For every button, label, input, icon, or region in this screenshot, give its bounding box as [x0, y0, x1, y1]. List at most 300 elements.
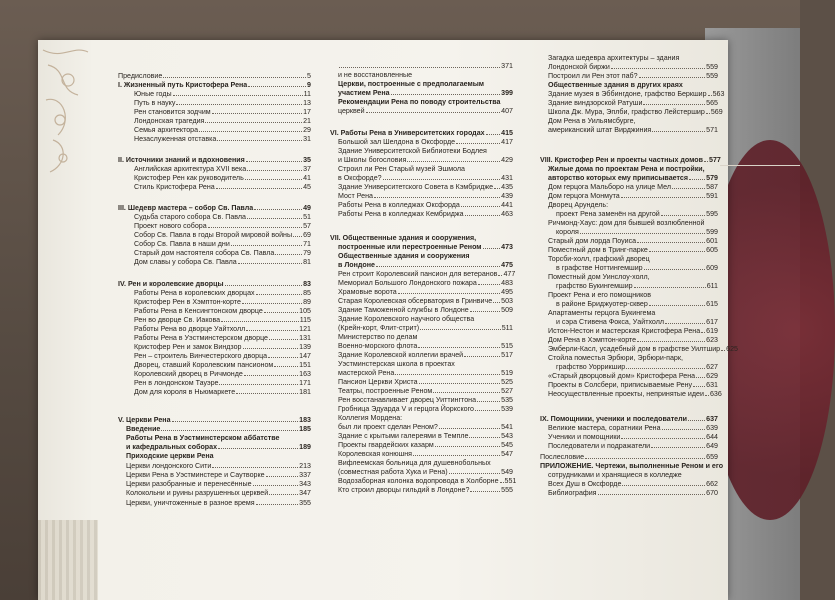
- toc-page-number: 105: [299, 307, 311, 315]
- toc-entry-title: Проект нового собора: [134, 222, 207, 230]
- toc-entry-title: Рен во дворце Св. Иакова: [134, 316, 221, 324]
- toc-page-number: 549: [501, 468, 513, 476]
- toc-entry: [134, 325, 311, 334]
- toc-entry-title: короля: [556, 228, 579, 236]
- toc-entry: [338, 306, 513, 315]
- toc-entry-title: Собор Св. Павла в годы Второй мировой войны: [134, 231, 293, 239]
- toc-page-number: 595: [706, 210, 718, 218]
- toc-entry-title: Последователи и подражатели: [548, 442, 651, 450]
- toc-page-number: 625: [726, 345, 738, 353]
- dot-leader: [216, 188, 302, 189]
- dot-leader: [245, 179, 302, 180]
- toc-page-number: 601: [706, 237, 718, 245]
- toc-entry: [548, 54, 718, 63]
- toc-entry: [338, 387, 513, 396]
- toc-entry: [548, 372, 718, 381]
- dot-leader: [701, 332, 705, 333]
- dot-leader: [662, 429, 706, 430]
- toc-entry: [134, 258, 311, 267]
- toc-entry-title: III. Шедевр мастера – собор Св. Павла: [118, 204, 254, 212]
- toc-entry: [134, 90, 311, 99]
- toc-page-number: 517: [501, 351, 513, 359]
- toc-entry: [338, 62, 513, 71]
- dot-leader: [580, 233, 705, 234]
- toc-entry: [548, 63, 718, 72]
- toc-entry-title: Военно-морского флота: [338, 342, 418, 350]
- toc-entry-title: Дом славы у собора Св. Павла: [134, 258, 237, 266]
- toc-entry-title: Работы Рена в колледжах Кембриджа: [338, 210, 464, 218]
- dot-leader: [693, 386, 705, 387]
- toc-entry-title: Большой зал Шелдона в Оксфорде: [338, 138, 456, 146]
- toc-entry-title: Стойла поместья Эрбюри, Эрбюри-парк,: [548, 354, 683, 362]
- dot-leader: [212, 113, 302, 114]
- toc-page-number: 17: [303, 108, 311, 116]
- toc-entry-title: Дом герцога Монмута: [548, 192, 620, 200]
- toc-page-number: 13: [303, 99, 311, 107]
- toc-entry: [134, 165, 311, 174]
- toc-entry-title: графство Уоррикшир: [556, 363, 626, 371]
- toc-entry-title: Старая Королевская обсерватория в Гринвиче: [338, 297, 493, 305]
- toc-entry: [556, 318, 718, 327]
- toc-page-number: 495: [501, 288, 513, 296]
- toc-entry: [548, 381, 718, 390]
- toc-entry: [330, 129, 513, 138]
- toc-entry-title: в графстве Ноттингемшир: [556, 264, 643, 272]
- dot-leader: [274, 366, 298, 367]
- toc-entry: [118, 416, 311, 425]
- toc-page-number: 121: [299, 325, 311, 333]
- toc-page-number: 577: [709, 156, 721, 164]
- toc-page-number: 81: [303, 258, 311, 266]
- toc-entry-title: ПРИЛОЖЕНИЕ. Чертежи, выполненные Реном и его: [540, 462, 724, 470]
- toc-entry-title: VII. Общественные здания и сооружения,: [330, 234, 477, 242]
- toc-entry-title: Кто строил дворцы гильдий в Лондоне?: [338, 486, 470, 494]
- toc-entry: [126, 489, 311, 498]
- toc-page-number: 431: [501, 174, 513, 182]
- toc-entry-title: Здание с крытыми галереями в Темпле: [338, 432, 469, 440]
- dot-leader: [637, 242, 705, 243]
- toc-page-number: 649: [706, 442, 718, 450]
- dot-leader: [478, 284, 500, 285]
- toc-entry: [126, 425, 311, 434]
- toc-page-number: 407: [501, 107, 513, 115]
- dot-leader: [464, 356, 500, 357]
- dot-leader: [435, 446, 500, 447]
- dot-leader: [254, 209, 302, 210]
- toc-page-number: 85: [303, 289, 311, 297]
- toc-entry: [548, 433, 718, 442]
- toc-page-number: 629: [706, 372, 718, 380]
- toc-page-number: 615: [706, 300, 718, 308]
- dot-leader: [243, 348, 299, 349]
- dot-leader: [275, 254, 302, 255]
- dot-leader: [649, 305, 705, 306]
- dot-leader: [236, 393, 298, 394]
- toc-entry-title: Приходские церкви Рена: [126, 452, 214, 460]
- toc-entry: [548, 117, 718, 126]
- toc-entry: [548, 327, 718, 336]
- toc-entry: [134, 379, 311, 388]
- toc-entry: [134, 117, 311, 126]
- dot-leader: [173, 95, 303, 96]
- toc-entry: [134, 183, 311, 192]
- toc-entry: [556, 264, 718, 273]
- toc-page-number: 563: [712, 90, 725, 98]
- dot-leader: [242, 303, 302, 304]
- toc-entry-title: Работы Рена в колледжах Оксфорда: [338, 201, 460, 209]
- toc-entry: [338, 342, 513, 351]
- toc-entry: [548, 108, 723, 117]
- toc-entry: [134, 213, 311, 222]
- toc-entry-title: Дворец Арундель:: [548, 201, 609, 209]
- toc-entry: [556, 363, 718, 372]
- toc-entry-title: Коллегия Мордена:: [338, 414, 403, 422]
- toc-entry-title: Школа Дж. Мура, Эплби, графство Лейстершир: [548, 108, 705, 116]
- toc-entry: [548, 471, 718, 480]
- toc-entry-title: Ричмонд-Хаус: дом для бывшей возлюбленной: [548, 219, 705, 227]
- toc-page-number: 543: [501, 432, 513, 440]
- dot-leader: [621, 197, 705, 198]
- toc-page-number: 631: [706, 381, 718, 389]
- toc-entry-title: Общественные здания и сооружения: [338, 252, 470, 260]
- dot-leader: [706, 113, 710, 114]
- toc-entry: [338, 297, 513, 306]
- toc-page-number: 399: [501, 89, 513, 97]
- toc-entry: [338, 459, 513, 468]
- toc-entry-title: Старый дом настоятеля собора Св. Павла: [134, 249, 275, 257]
- toc-entry: [548, 246, 718, 255]
- toc-page-number: 639: [706, 424, 718, 432]
- dot-leader: [639, 77, 706, 78]
- toc-entry: [338, 486, 513, 495]
- toc-page-number: 343: [299, 480, 311, 488]
- toc-entry: [548, 480, 718, 489]
- toc-entry-title: Здание Университетской Библиотеки Бодлея: [338, 147, 487, 155]
- toc-entry-title: Рен восстанавливает дворец Уиттингтона: [338, 396, 477, 404]
- dot-leader: [500, 482, 504, 483]
- dot-leader: [266, 476, 299, 477]
- toc-entry-title: Водозаборная колонка водопровода в Холборне: [338, 477, 499, 485]
- toc-page-number: 611: [706, 282, 718, 290]
- dot-leader: [221, 321, 299, 322]
- dot-leader: [705, 395, 709, 396]
- toc-entry-title: Дом Рена в Уильямсбурге,: [548, 117, 636, 125]
- toc-page-number: 41: [303, 174, 311, 182]
- toc-entry: [118, 156, 311, 165]
- toc-page-number: 555: [501, 486, 513, 494]
- toc-entry: [548, 237, 718, 246]
- toc-entry-title: Министерство по делам: [338, 333, 418, 341]
- toc-entry: [548, 442, 718, 451]
- toc-entry-title: Неосуществленные проекты, непринятые идеи: [548, 390, 704, 398]
- toc-entry-title: Лондонской биржи: [548, 63, 610, 71]
- toc-entry-title: и кафедральных соборах: [126, 443, 218, 451]
- toc-page-number: 415: [501, 129, 513, 137]
- toc-page-number: 37: [303, 165, 311, 173]
- toc-page-number: 171: [299, 379, 311, 387]
- toc-page-number: 163: [299, 370, 311, 378]
- toc-page-number: 527: [501, 387, 513, 395]
- toc-entry: [338, 279, 513, 288]
- page-edge-pattern: [38, 520, 98, 600]
- toc-page-number: 623: [706, 336, 718, 344]
- toc-entry: [338, 378, 513, 387]
- toc-entry-title: Проекты гвардейских казарм: [338, 441, 434, 449]
- toc-entry-title: Всех Душ в Оксфорде: [548, 480, 622, 488]
- toc-entry: [338, 423, 513, 432]
- toc-entry: [134, 370, 311, 379]
- toc-page-number: 31: [303, 135, 311, 143]
- toc-entry: [338, 324, 513, 333]
- toc-entry: [540, 156, 721, 165]
- toc-entry-title: Работы Рена в Уэстминстерском аббатстве: [126, 434, 280, 442]
- toc-page-number: 644: [706, 433, 718, 441]
- toc-entry: [126, 462, 311, 471]
- toc-page-number: 609: [706, 264, 718, 272]
- toc-entry: [548, 273, 718, 282]
- toc-page-number: 337: [299, 471, 311, 479]
- toc-page-number: 636: [709, 390, 722, 398]
- toc-page-number: 475: [501, 261, 513, 269]
- toc-entry: [548, 183, 718, 192]
- dot-leader: [498, 275, 502, 276]
- toc-entry: [134, 174, 311, 183]
- toc-entry-title: Дом Рена в Хэмптон-корте: [548, 336, 637, 344]
- toc-page-number: 79: [303, 249, 311, 257]
- toc-entry-title: Рен строит Королевский пансион для ветеранов: [338, 270, 498, 278]
- toc-page-number: 571: [706, 126, 718, 134]
- toc-page-number: 627: [706, 363, 718, 371]
- toc-entry: [338, 396, 513, 405]
- dot-leader: [433, 392, 500, 393]
- dot-leader: [217, 140, 302, 141]
- toc-entry-title: авторство которых ему приписывается: [548, 174, 688, 182]
- toc-entry-title: Гробница Эдуарда V и герцога Йоркского: [338, 405, 474, 413]
- toc-entry: [338, 138, 513, 147]
- dot-leader: [391, 94, 501, 95]
- toc-entry-title: Колокольни и руины разрушенных церквей: [126, 489, 269, 497]
- dot-leader: [465, 215, 501, 216]
- dot-leader: [708, 95, 712, 96]
- dot-leader: [225, 285, 303, 286]
- dot-leader: [689, 179, 705, 180]
- toc-entry: [126, 471, 311, 480]
- toc-entry: [134, 289, 311, 298]
- toc-entry: [548, 291, 718, 300]
- toc-entry: [134, 361, 311, 370]
- toc-entry: [338, 288, 513, 297]
- toc-entry: [548, 489, 718, 498]
- toc-entry: [338, 174, 513, 183]
- dot-leader: [219, 384, 298, 385]
- dot-leader: [651, 447, 705, 448]
- dot-leader: [585, 458, 705, 459]
- toc-entry-title: Дом для короля в Ньюмаркете: [134, 388, 236, 396]
- toc-entry-title: Введение: [126, 425, 161, 433]
- dot-leader: [246, 330, 298, 331]
- floral-ornament-icon: [38, 40, 98, 180]
- toc-page-number: 637: [706, 415, 718, 423]
- toc-entry: [540, 453, 718, 462]
- toc-page-number: 473: [501, 243, 513, 251]
- toc-entry: [548, 219, 718, 228]
- toc-entry-title: IX. Помощники, ученики и последователи: [540, 415, 687, 423]
- toc-page-number: 545: [501, 441, 513, 449]
- toc-page-number: 659: [706, 453, 718, 461]
- toc-entry-title: Старый дом лорда Поуиса: [548, 237, 637, 245]
- toc-page-number: 11: [303, 90, 311, 98]
- toc-entry: [338, 252, 513, 261]
- dot-leader: [696, 377, 705, 378]
- toc-entry: [338, 450, 513, 459]
- toc-entry: [338, 270, 516, 279]
- dot-leader: [643, 104, 705, 105]
- dot-leader: [231, 245, 302, 246]
- toc-entry-title: Библиография: [548, 489, 597, 497]
- toc-entry: [118, 204, 311, 213]
- toc-page-number: 45: [303, 183, 311, 191]
- toc-entry-title: Работы Рена в Уэстминстерском дворце: [134, 334, 269, 342]
- toc-entry-title: и Школы богословия: [338, 156, 407, 164]
- toc-entry-title: Семья архитектора: [134, 126, 199, 134]
- dot-leader: [293, 236, 302, 237]
- toc-entry-title: Рен – строитель Винчестерского дворца: [134, 352, 268, 360]
- toc-entry: [134, 126, 311, 135]
- toc-entry: [556, 228, 718, 237]
- dot-leader: [439, 428, 500, 429]
- toc-page-number: 131: [299, 334, 311, 342]
- toc-entry: [134, 307, 311, 316]
- toc-entry: [338, 468, 513, 477]
- toc-entry-title: Королевская конюшня: [338, 450, 412, 458]
- toc-entry-title: церквей: [338, 107, 365, 115]
- toc-entry: [556, 282, 718, 291]
- dot-leader: [264, 312, 298, 313]
- dot-leader: [383, 179, 501, 180]
- toc-entry: [338, 369, 513, 378]
- toc-page-number: 662: [706, 480, 718, 488]
- toc-entry-title: I. Жизненный путь Кристофера Рена: [118, 81, 248, 89]
- toc-page-number: 181: [299, 388, 311, 396]
- toc-page-number: 539: [501, 405, 513, 413]
- toc-entry: [338, 156, 513, 165]
- toc-entry: [338, 405, 513, 414]
- toc-entry: [126, 480, 311, 489]
- toc-entry-title: Поместный дом в Тринг-парке: [548, 246, 648, 254]
- toc-page-number: 515: [501, 342, 513, 350]
- toc-entry: [548, 255, 718, 264]
- toc-entry: [134, 240, 311, 249]
- toc-entry: [548, 90, 725, 99]
- toc-entry: [548, 201, 718, 210]
- toc-entry: [548, 99, 718, 108]
- toc-entry-title: Уэстминстерская школа в проектах: [338, 360, 455, 368]
- dot-leader: [395, 374, 500, 375]
- toc-entry-title: Построил ли Рен этот паб?: [548, 72, 638, 80]
- dot-leader: [704, 161, 708, 162]
- toc-page-number: 213: [299, 462, 311, 470]
- toc-entry-title: Стиль Кристофера Рена: [134, 183, 215, 191]
- dot-leader: [598, 494, 706, 495]
- toc-page-number: 670: [706, 489, 718, 497]
- toc-entry-title: IV. Рен и королевские дворцы: [118, 280, 224, 288]
- toc-page-number: 619: [706, 327, 718, 335]
- toc-entry-title: и сэра Стивена Фокса, Уайтхолл: [556, 318, 664, 326]
- toc-entry-title: Королевский дворец в Ричмонде: [134, 370, 243, 378]
- dot-leader: [339, 67, 500, 68]
- toc-page-number: 483: [501, 279, 513, 287]
- dot-leader: [208, 227, 302, 228]
- toc-entry: [338, 432, 513, 441]
- dot-leader: [493, 302, 500, 303]
- toc-entry: [338, 107, 513, 116]
- toc-entry: [548, 336, 718, 345]
- dot-leader: [621, 438, 705, 439]
- toc-page-number: 605: [706, 246, 718, 254]
- toc-entry-title: Дом герцога Мальборо на улице Мел: [548, 183, 671, 191]
- toc-page-number: 347: [299, 489, 311, 497]
- dot-leader: [477, 401, 500, 402]
- toc-entry-title: Церкви разобранные и перенесённые: [126, 480, 252, 488]
- toc-entry: [338, 192, 513, 201]
- toc-entry: [118, 81, 311, 90]
- bookmark-thread: [720, 165, 800, 166]
- toc-page-number: 541: [501, 423, 513, 431]
- dot-leader: [269, 339, 298, 340]
- toc-entry-title: графство Букингемшир: [556, 282, 633, 290]
- toc-entry-title: и не восстановленные: [338, 71, 413, 79]
- dot-leader: [634, 287, 706, 288]
- toc-entry-title: Общественные здания в других краях: [548, 81, 683, 89]
- dot-leader: [622, 485, 705, 486]
- dot-leader: [661, 215, 705, 216]
- dot-leader: [637, 341, 705, 342]
- dot-leader: [470, 491, 500, 492]
- dot-leader: [652, 131, 705, 132]
- toc-entry-title: Дворец, ставший Королевским пансионом: [134, 361, 274, 369]
- toc-entry-title: в Оксфорде?: [338, 174, 382, 182]
- dot-leader: [611, 68, 705, 69]
- toc-entry: [338, 477, 517, 486]
- toc-entry-title: Проекты в Солсбери, приписываемые Рену: [548, 381, 693, 389]
- dot-leader: [199, 131, 302, 132]
- toc-entry: [548, 390, 722, 399]
- toc-entry-title: Церкви Рена в Уэстминстере и Саутворке: [126, 471, 265, 479]
- toc-page-number: 569: [710, 108, 723, 116]
- toc-entry: [338, 71, 513, 80]
- toc-entry: [338, 165, 513, 174]
- toc-entry-title: сотрудниками и хранящиеся в колледже: [548, 471, 682, 479]
- toc-entry: [540, 462, 724, 471]
- toc-entry: [134, 108, 311, 117]
- toc-entry: [548, 72, 718, 81]
- toc-entry-title: V. Церкви Рена: [118, 416, 171, 424]
- toc-page-number: 35: [303, 156, 311, 164]
- toc-entry-title: Церкви, уничтоженные в разное время: [126, 499, 255, 507]
- toc-entry-title: построенные или перестроенные Реном: [338, 243, 482, 251]
- dot-leader: [268, 357, 298, 358]
- toc-page-number: 599: [706, 228, 718, 236]
- toc-entry-title: Загадка шедевра архитектуры – здания: [548, 54, 680, 62]
- toc-entry: [548, 192, 718, 201]
- toc-entry-title: Пансион Церкви Христа: [338, 378, 418, 386]
- dot-leader: [247, 218, 302, 219]
- toc-entry-title: Предисловие: [118, 72, 163, 80]
- toc-entry: [338, 333, 513, 342]
- toc-entry-title: Здание Таможенной службы в Лондоне: [338, 306, 469, 314]
- toc-page-number: 551: [504, 477, 517, 485]
- toc-entry: [548, 345, 738, 354]
